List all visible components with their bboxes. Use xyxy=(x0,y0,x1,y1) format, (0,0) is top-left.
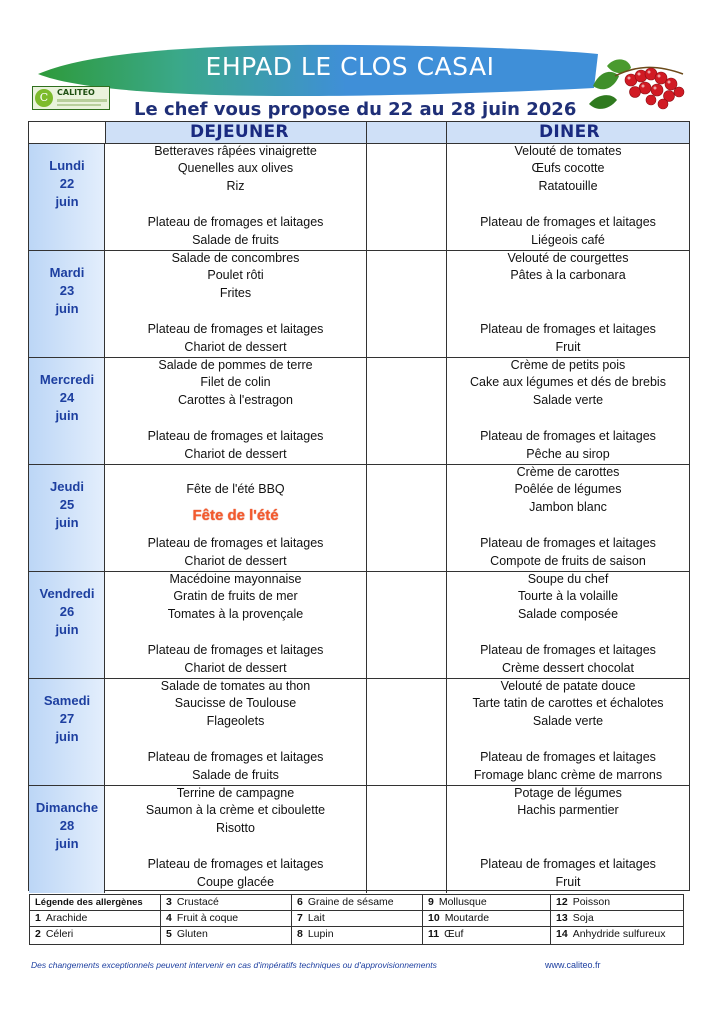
menu-item: Saumon à la crème et ciboulette xyxy=(145,803,326,817)
lunch-menu-cell xyxy=(105,679,367,785)
menu-item: Plateau de fromages et laitages xyxy=(147,643,324,657)
dinner-menu-cell xyxy=(447,358,689,464)
menu-item: Salade de fruits xyxy=(192,768,279,782)
menu-item: Pâtes à la carbonara xyxy=(510,268,626,282)
empty-cell xyxy=(367,572,447,678)
menu-item: Pêche au sirop xyxy=(526,447,610,461)
empty-cell xyxy=(367,465,447,571)
day-label-cell xyxy=(29,358,105,464)
day-label-cell xyxy=(29,572,105,678)
legend-item: 9 Mollusque xyxy=(423,895,550,911)
lunch-menu-cell xyxy=(105,144,367,250)
week-subtitle: Le chef vous propose du 22 au 28 juin 2026 xyxy=(134,99,577,120)
menu-item: Plateau de fromages et laitages xyxy=(480,429,656,443)
menu-item: Plateau de fromages et laitages xyxy=(480,750,656,764)
menu-header-row xyxy=(29,122,689,144)
menu-item: Hachis parmentier xyxy=(517,803,619,817)
menu-item: Velouté de patate douce xyxy=(500,679,636,693)
menu-item: Chariot de dessert xyxy=(184,661,287,675)
footer-url[interactable]: www.caliteo.fr xyxy=(545,960,601,970)
day-number: 22 xyxy=(59,176,75,191)
dinner-menu-cell xyxy=(447,144,689,250)
menu-item: Fruit xyxy=(555,340,581,354)
menu-item: Tarte tatin de carottes et échalotes xyxy=(472,696,664,710)
day-number: 28 xyxy=(59,818,75,833)
day-row xyxy=(29,144,689,251)
day-month: juin xyxy=(55,194,79,209)
menu-item: Salade verte xyxy=(532,393,604,407)
dinner-menu-cell xyxy=(447,572,689,678)
menu-item: Poêlée de légumes xyxy=(514,482,622,496)
menu-item: Ratatouille xyxy=(538,179,598,193)
menu-item: Cake aux légumes et dés de brebis xyxy=(470,375,666,389)
legend-item: 1 Arachide xyxy=(30,911,160,927)
legend-item: 6 Graine de sésame xyxy=(292,895,422,911)
day-name: Samedi xyxy=(43,693,91,708)
menu-item: Risotto xyxy=(216,821,255,835)
menu-item: Chariot de dessert xyxy=(184,447,287,461)
menu-item: Riz xyxy=(226,179,245,193)
redcurrant-icon xyxy=(585,46,690,116)
day-name: Mercredi xyxy=(39,372,95,387)
menu-item: Plateau de fromages et laitages xyxy=(480,643,656,657)
day-label-cell xyxy=(29,465,105,571)
lunch-menu-cell xyxy=(105,465,367,571)
day-row xyxy=(29,786,689,893)
legend-item: 5 Gluten xyxy=(166,928,208,940)
menu-item: Jambon blanc xyxy=(529,500,607,514)
legend-item: 2 Céleri xyxy=(35,928,74,940)
legend-item: 12 Poisson xyxy=(551,895,683,911)
day-month: juin xyxy=(55,622,79,637)
menu-item: Salade de pommes de terre xyxy=(158,358,313,372)
legend-column xyxy=(292,895,423,944)
day-row xyxy=(29,572,689,679)
menu-item: Betteraves râpées vinaigrette xyxy=(154,144,317,158)
legend-item: 3 Crustacé xyxy=(161,895,291,911)
menu-item: Filet de colin xyxy=(200,375,271,389)
menu-item: Salade composée xyxy=(517,607,619,621)
menu-item: Salade de tomates au thon xyxy=(160,679,311,693)
menu-item: Quenelles aux olives xyxy=(177,161,294,175)
day-label-cell xyxy=(29,786,105,893)
menu-item: Velouté de tomates xyxy=(514,144,622,158)
lunch-header-cell xyxy=(105,122,367,143)
menu-item: Macédoine mayonnaise xyxy=(169,572,302,586)
menu-item: Coupe glacée xyxy=(196,875,275,889)
page-title: EHPAD LE CLOS CASAI xyxy=(205,52,495,81)
day-number: 26 xyxy=(59,604,75,619)
menu-item: Salade de fruits xyxy=(192,233,279,247)
empty-cell xyxy=(367,358,447,464)
menu-item: Potage de légumes xyxy=(514,786,622,800)
day-number: 27 xyxy=(59,711,75,726)
day-row xyxy=(29,251,689,358)
menu-item: Flageolets xyxy=(206,714,265,728)
menu-item: Fête de l'été BBQ xyxy=(186,482,285,496)
menu-item: Chariot de dessert xyxy=(184,340,287,354)
lunch-menu-cell xyxy=(105,786,367,893)
dinner-header: DINER xyxy=(539,122,600,142)
menu-item: Tomates à la provençale xyxy=(167,607,304,621)
menu-item: Plateau de fromages et laitages xyxy=(480,536,656,550)
legend-title: Légende des allergènes xyxy=(30,895,160,911)
event-highlight: Fête de l'été xyxy=(192,507,279,524)
leaf-icon: C xyxy=(35,89,53,107)
dinner-menu-cell xyxy=(447,251,689,357)
menu-table xyxy=(28,121,690,891)
menu-item: Plateau de fromages et laitages xyxy=(147,750,324,764)
dinner-menu-cell xyxy=(447,679,689,785)
dinner-menu-cell xyxy=(447,465,689,571)
legend-item: 8 Lupin xyxy=(297,928,334,940)
legend-column xyxy=(423,895,551,944)
day-row xyxy=(29,679,689,786)
menu-item: Plateau de fromages et laitages xyxy=(147,857,324,871)
legend-item: 10 Moutarde xyxy=(423,911,550,927)
menu-item: Plateau de fromages et laitages xyxy=(147,429,324,443)
day-number: 23 xyxy=(59,283,75,298)
day-number: 24 xyxy=(59,390,75,405)
day-name: Dimanche xyxy=(35,800,99,815)
menu-item: Crème de petits pois xyxy=(510,358,626,372)
day-month: juin xyxy=(55,836,79,851)
menu-item: Plateau de fromages et laitages xyxy=(480,215,656,229)
day-number: 25 xyxy=(59,497,75,512)
menu-item: Salade verte xyxy=(532,714,604,728)
dinner-menu-cell xyxy=(447,786,689,893)
lunch-menu-cell xyxy=(105,251,367,357)
lunch-header: DEJEUNER xyxy=(190,122,289,142)
menu-item: Plateau de fromages et laitages xyxy=(147,322,324,336)
menu-item: Plateau de fromages et laitages xyxy=(147,215,324,229)
menu-item: Velouté de courgettes xyxy=(507,251,629,265)
empty-cell xyxy=(367,251,447,357)
menu-item: Plateau de fromages et laitages xyxy=(480,857,656,871)
day-label-cell xyxy=(29,679,105,785)
legend-column xyxy=(551,895,683,944)
menu-item: Fruit xyxy=(555,875,581,889)
menu-item: Fromage blanc crème de marrons xyxy=(473,768,663,782)
allergen-legend xyxy=(29,894,684,945)
logo-name: CALITEO xyxy=(57,88,95,97)
caliteo-logo xyxy=(32,86,110,110)
menu-item: Plateau de fromages et laitages xyxy=(147,536,324,550)
lunch-menu-cell xyxy=(105,572,367,678)
empty-header-cell xyxy=(367,122,447,143)
day-name: Mardi xyxy=(49,265,85,280)
menu-item: Liégeois café xyxy=(531,233,605,247)
legend-item: 4 Fruit à coque xyxy=(161,911,291,927)
legend-item: 11 Œuf xyxy=(428,928,464,940)
day-row xyxy=(29,465,689,572)
day-name: Lundi xyxy=(49,158,85,173)
legend-item: 7 Lait xyxy=(292,911,422,927)
day-name: Jeudi xyxy=(50,479,84,494)
day-month: juin xyxy=(55,515,79,530)
legend-column xyxy=(30,895,161,944)
empty-cell xyxy=(367,144,447,250)
menu-item: Salade de concombres xyxy=(171,251,300,265)
menu-item: Œufs cocotte xyxy=(531,161,605,175)
legend-item: 14 Anhydride sulfureux xyxy=(556,928,666,940)
menu-item: Compote de fruits de saison xyxy=(490,554,646,568)
empty-cell xyxy=(367,786,447,893)
menu-item: Saucisse de Toulouse xyxy=(174,696,297,710)
day-month: juin xyxy=(55,301,79,316)
menu-item: Crème dessert chocolat xyxy=(501,661,634,675)
footer-note: Des changements exceptionnels peuvent intervenir en cas d'impératifs techniques ou d'approvisionnements xyxy=(31,960,437,970)
day-label-cell xyxy=(29,251,105,357)
dinner-header-cell xyxy=(447,122,689,143)
day-name: Vendredi xyxy=(39,586,95,601)
day-month: juin xyxy=(55,408,79,423)
menu-item: Crème de carottes xyxy=(516,465,620,479)
legend-item: 13 Soja xyxy=(551,911,683,927)
legend-column xyxy=(161,895,292,944)
menu-item: Carottes à l'estragon xyxy=(178,393,293,407)
menu-item: Tourte à la volaille xyxy=(517,589,619,603)
lunch-menu-cell xyxy=(105,358,367,464)
menu-item: Terrine de campagne xyxy=(176,786,295,800)
menu-item: Chariot de dessert xyxy=(184,554,287,568)
empty-cell xyxy=(367,679,447,785)
menu-item: Poulet rôti xyxy=(207,268,264,282)
day-row xyxy=(29,358,689,465)
menu-item: Plateau de fromages et laitages xyxy=(480,322,656,336)
day-month: juin xyxy=(55,729,79,744)
menu-item: Gratin de fruits de mer xyxy=(173,589,298,603)
menu-item: Frites xyxy=(219,286,252,300)
day-label-cell xyxy=(29,144,105,250)
menu-item: Soupe du chef xyxy=(527,572,609,586)
